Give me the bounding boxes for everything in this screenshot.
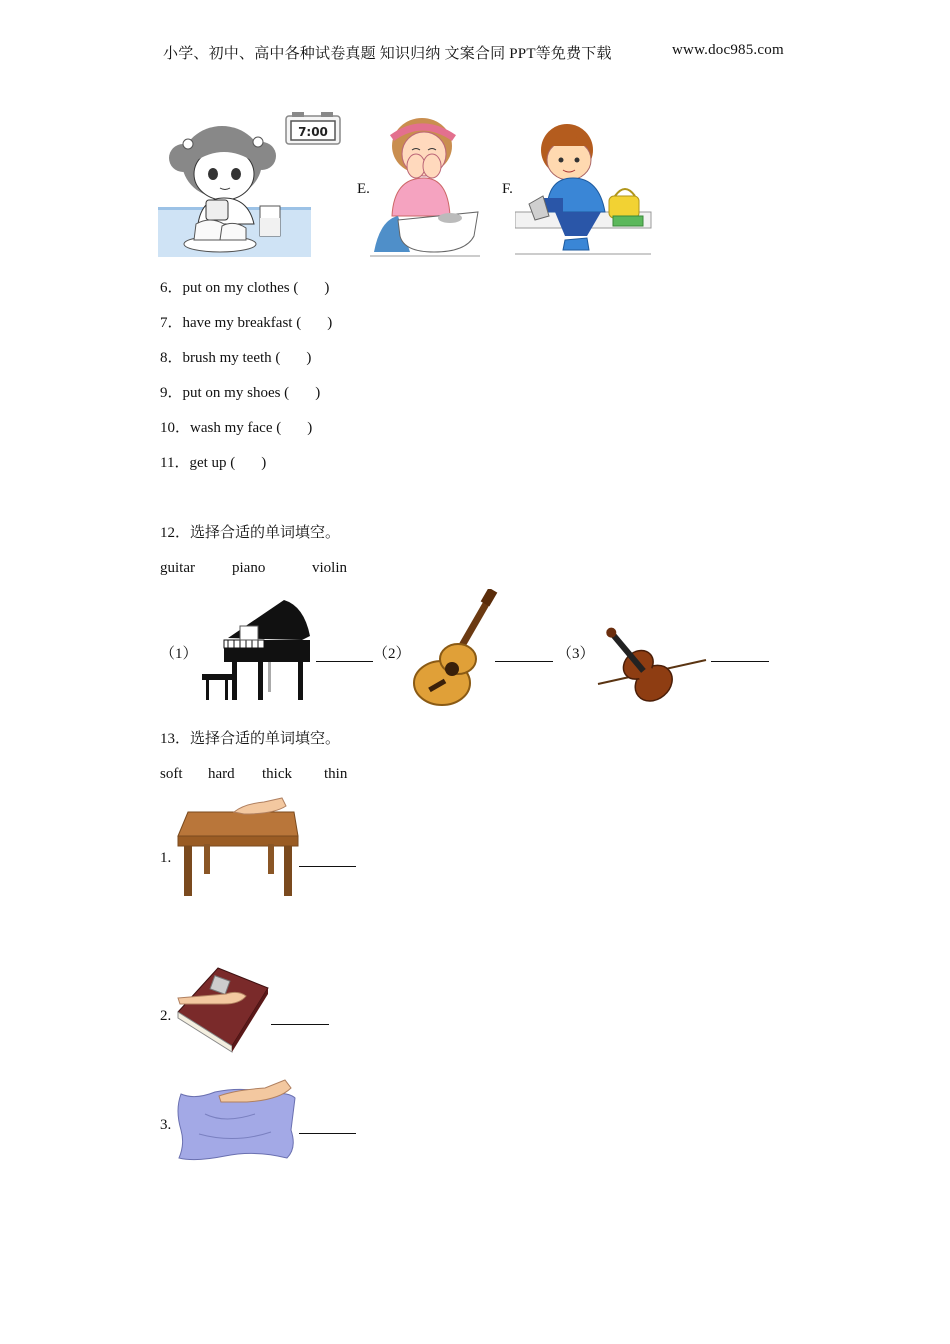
q12-word-violin: violin (312, 560, 348, 576)
question-10 (160, 421, 312, 436)
answer-blank-13-1[interactable] (299, 866, 356, 867)
close-paren: ) (306, 350, 312, 366)
cloth-icon (175, 1074, 299, 1162)
question-8 (160, 351, 311, 366)
question-text: put on my clothes ( (182, 280, 299, 296)
question-number: 9． (160, 385, 183, 401)
question-7 (160, 316, 332, 331)
question-text: put on my shoes ( (182, 385, 290, 401)
book-icon (174, 964, 272, 1054)
girl-breakfast-image (158, 112, 343, 258)
question-text: have my breakfast ( (182, 315, 302, 331)
question-6 (160, 281, 329, 296)
question-number: 8． (160, 350, 183, 366)
question-text: brush my teeth ( (182, 350, 281, 366)
piano-icon (198, 596, 316, 704)
q13-title: 13．选择合适的单词填空。 (160, 731, 341, 747)
close-paren: ) (307, 420, 313, 436)
q13-word-hard: hard (208, 766, 235, 782)
label-f: F. (502, 181, 513, 197)
answer-blank-13-3[interactable] (299, 1133, 356, 1134)
q12-word-guitar: guitar (160, 560, 195, 576)
girl-washing-face-image (370, 112, 480, 258)
question-11 (160, 456, 266, 471)
q13-word-soft: soft (160, 766, 183, 782)
q12-word-piano: piano (232, 560, 266, 576)
guitar-icon (412, 589, 498, 707)
q12-title: 12．选择合适的单词填空。 (160, 525, 341, 541)
answer-blank-3[interactable] (711, 661, 769, 662)
page-header-left: 小学、初中、高中各种试卷真题 知识归纳 文案合同 PPT等免费下载 (163, 46, 612, 62)
answer-blank-13-2[interactable] (271, 1024, 329, 1025)
close-paren: ) (324, 280, 330, 296)
q13-item-2: 2. (160, 1008, 172, 1024)
question-number: 11． (160, 455, 190, 471)
question-number: 6． (160, 280, 183, 296)
question-number: 7． (160, 315, 183, 331)
answer-blank-2[interactable] (495, 661, 553, 662)
clock-time: 7:00 (298, 125, 328, 139)
table-icon (174, 796, 300, 898)
label-e: E. (357, 181, 370, 197)
question-text: get up ( (189, 455, 236, 471)
q12-label-3: （3） (557, 646, 595, 662)
q13-item-1: 1. (160, 850, 172, 866)
boy-putting-on-shoes-image (515, 120, 653, 258)
page-header-right: www.doc985.com (672, 42, 784, 58)
q13-item-3: 3. (160, 1117, 172, 1133)
close-paren: ) (315, 385, 321, 401)
violin-icon (596, 604, 712, 706)
close-paren: ) (327, 315, 333, 331)
q13-word-thin: thin (324, 766, 348, 782)
close-paren: ) (261, 455, 267, 471)
q13-word-thick: thick (262, 766, 292, 782)
question-number: 10． (160, 420, 191, 436)
q12-label-1: （1） (160, 646, 198, 662)
answer-blank-1[interactable] (316, 661, 373, 662)
question-9 (160, 386, 320, 401)
q12-label-2: （2） (373, 646, 411, 662)
question-text: wash my face ( (190, 420, 282, 436)
